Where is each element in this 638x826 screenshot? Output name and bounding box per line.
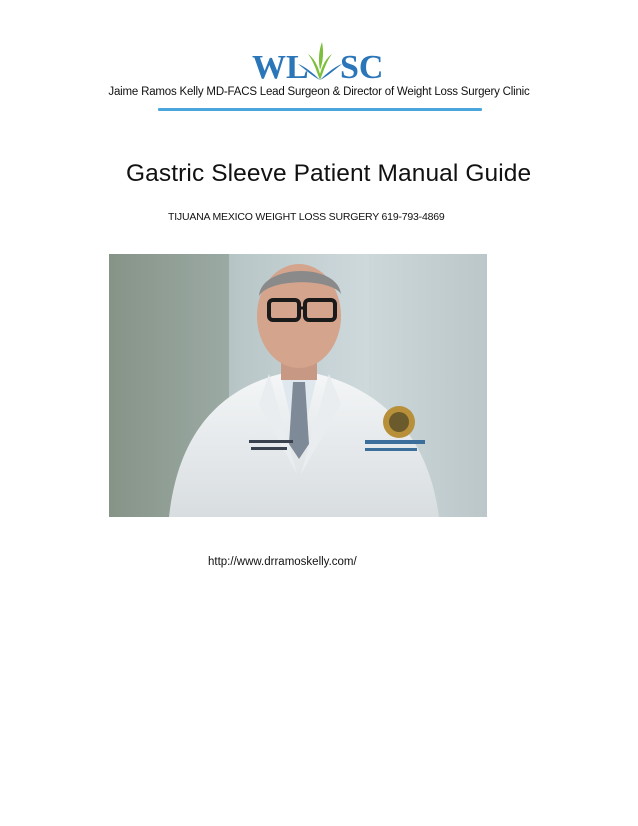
website-link[interactable]: http://www.drramoskelly.com/ <box>208 556 357 568</box>
document-title: Gastric Sleeve Patient Manual Guide <box>126 160 532 187</box>
surgeon-photo <box>109 254 487 517</box>
document-subtitle: TIJUANA MEXICO WEIGHT LOSS SURGERY 619-793-4869 <box>168 211 445 223</box>
header-divider <box>158 108 482 111</box>
header-tagline: Jaime Ramos Kelly MD-FACS Lead Surgeon & Director of Weight Loss Surgery Clinic <box>108 86 530 98</box>
logo-text-right: SC <box>340 49 384 84</box>
logo-text-left: WL <box>252 49 309 84</box>
wlsc-logo <box>250 40 390 84</box>
